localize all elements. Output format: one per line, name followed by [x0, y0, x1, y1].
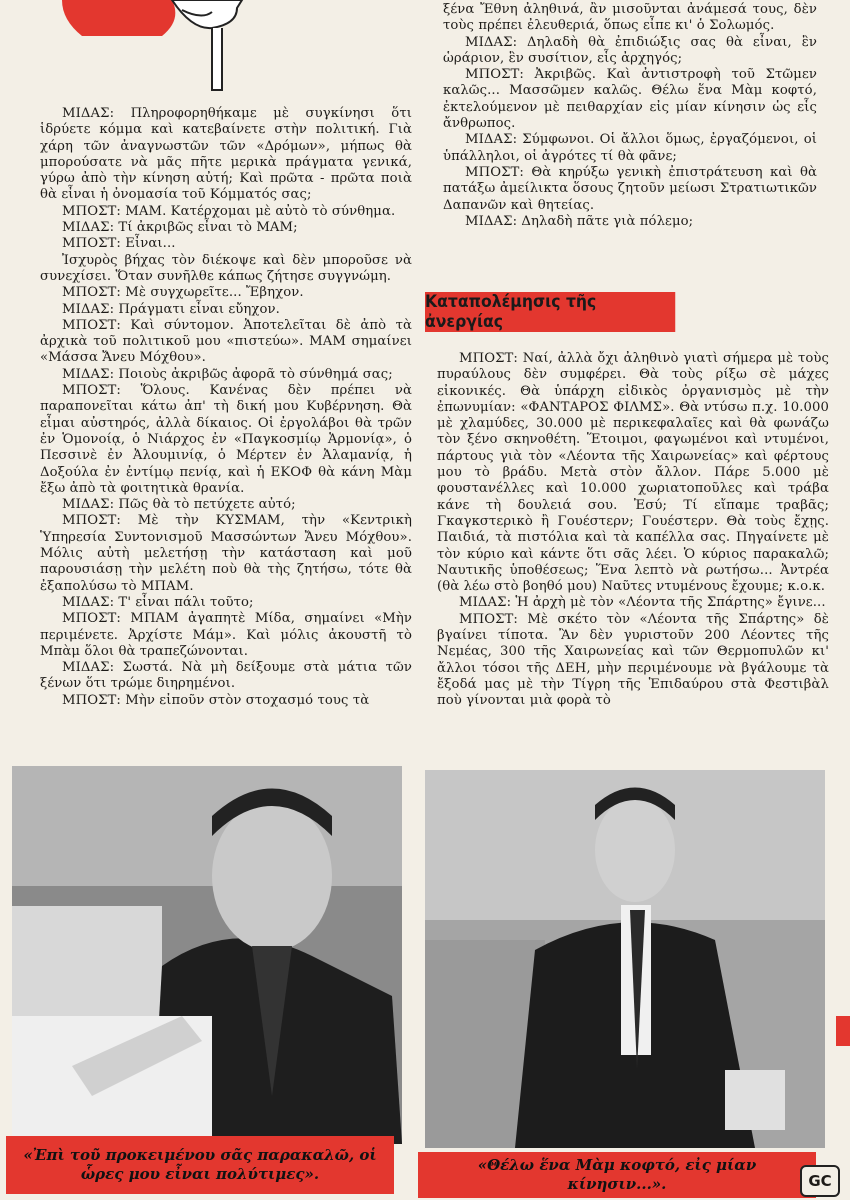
- right-column-top: [443, 2, 817, 230]
- left-column: [40, 106, 412, 709]
- paragraph: ΜΠΟΣΤ: Ὅλους. Κανένας δὲν πρέπει νὰ παραπονεῖται κάτω ἀπ' τὴ δική μου Κυβέρνηση. Θὰ εἶμαι αὐστηρός, ἀλλὰ δίκαιος. Οἱ ἐργολάβοι θὰ τρῶν ἐν Ὁμονοίᾳ, ὁ Νιάρχος ἐν «Παγκοσμίῳ Ἁρμονίᾳ», ὁ Πεσσινὲ ἐν Ἀλουμινίᾳ, ὁ Μέρτεν ἐν Ἀλαμανίᾳ, ἡ Δοξούλα ἐν ἐντίμῳ πενίᾳ, καὶ ἡ ΕΚΟΦ θὰ κάνη Μὰμ ἔξω ἀπὸ τὰ φοιτητικὰ θρανία.: [40, 383, 412, 496]
- edge-color-strip: [836, 1016, 850, 1046]
- paragraph: ΜΙΔΑΣ: Σύμφωνοι. Οἱ ἄλλοι ὅμως, ἐργαζόμενοι, οἱ ὑπάλληλοι, οἱ ἀγρότες τί θὰ φᾶνε;: [443, 132, 817, 164]
- paragraph: ΜΙΔΑΣ: Πῶς θὰ τὸ πετύχετε αὐτό;: [62, 497, 296, 513]
- caption-left: «Ἐπὶ τοῦ προκειμένου σᾶς παρακαλῶ, οἱ ὧρες μου εἶναι πολύτιμες».: [6, 1136, 394, 1194]
- paragraph: ξένα Ἔθνη ἀληθινά, ἂν μισοῦνται ἀνάμεσά τους, δὲν τοὺς πρέπει ἐλευθεριά, ὅπως εἶπε κι' ὁ Σολωμός.: [443, 2, 817, 34]
- cartoon-illustration: [62, 0, 252, 95]
- photo-man-seated: [425, 770, 825, 1148]
- paragraph: ΜΙΔΑΣ: Δηλαδὴ πᾶτε γιὰ πόλεμο;: [465, 213, 694, 229]
- paragraph: ΜΠΟΣΤ: Μὲ σκέτο τὸν «Λέοντα τῆς Σπάρτης» δὲ βγαίνει τίποτα. Ἂν δὲν γυριστοῦν 200 Λέοντες τῆς Νεμέας, 300 τῆς Χαιρωνείας καὶ τῶν Θερμοπυλῶν κι' ἄλλοι τόσοι τῆς ΔΕΗ, μὴν περιμένουμε νὰ βγάλουμε τὰ ἔξοδά μας μὲ τὴν Τίγρη τῆς Ἐπιδαύρου στὰ Φεστιβὰλ ποὺ γίνονται μιὰ φορὰ τὸ: [437, 611, 829, 709]
- paragraph: ΜΙΔΑΣ: Πληροφορηθήκαμε μὲ συγκίνησι ὅτι ἱδρύετε κόμμα καὶ κατεβαίνετε στὴν πολιτική. Γιὰ χάρη τῶν ἀναγνωστῶν τῶν «Δρόμων», μήπως θὰ μπορούσατε νὰ μᾶς πῆτε μερικὰ πράγματα γενικά, γύρω ἀπὸ τὴν κίνηση αὐτή; Καὶ πρῶτα - πρῶτα ποιὰ θὰ εἶναι ἡ ὀνομασία τοῦ Κόμματός σας;: [40, 106, 412, 203]
- paragraph: ΜΙΔΑΣ: Ἡ ἀρχὴ μὲ τὸν «Λέοντα τῆς Σπάρτης» ἔγινε...: [459, 595, 826, 611]
- paragraph: ΜΙΔΑΣ: Ποιοὺς ἀκριβῶς ἀφορᾶ τὸ σύνθημά σας;: [62, 366, 393, 382]
- paragraph: ΜΠΟΣΤ: ΜΑΜ. Κατέρχομαι μὲ αὐτὸ τὸ σύνθημα.: [62, 203, 396, 219]
- photo-man-seated-illustration: [425, 770, 825, 1148]
- paragraph: ΜΠΟΣΤ: Ἀκριβῶς. Καὶ ἀντιστροφὴ τοῦ Στῶμεν καλῶς... Μασσῶμεν καλῶς. Θέλω ἕνα Μὰμ κοφτό, ἐκτελούμενον μὲ πειθαρχίαν εἰς μίαν κίνησιν ὡς εἷς ἄνθρωπος.: [443, 67, 817, 132]
- paragraph: ΜΠΟΣΤ: Μὲ τὴν ΚΥΣΜΑΜ, τὴν «Κεντρικὴ Ὑπηρεσία Συντονισμοῦ Μασσώντων Ἄνευ Μόχθου». Μόλις αὐτὴ μελετήσῃ τὴν κατάσταση καὶ μοῦ παρουσιάσῃ τὴν μελέτη ποὺ θὰ τὴς ζητήσω, τότε θὰ ἐξαπολύσω τὸ ΜΠΑΜ.: [40, 513, 412, 594]
- right-column-bottom: [437, 351, 829, 710]
- paragraph: ΜΙΔΑΣ: Τ' εἶναι πάλι τοῦτο;: [62, 594, 254, 610]
- paragraph: ΜΠΟΣΤ: Μὲ συγχωρεῖτε... Ἔβηχον.: [62, 285, 304, 301]
- paragraph: ΜΙΔΑΣ: Σωστά. Νὰ μὴ δείξουμε στὰ μάτια τῶν ξένων ὅτι τρώμε διηρημένοι.: [40, 660, 412, 692]
- paragraph: ΜΠΟΣΤ: Ναί, ἀλλὰ ὄχι ἀληθινὸ γιατὶ σήμερα μὲ τοὺς πυραύλους δὲν συμφέρει. Θὰ τοὺς ρίξω σὲ μάχες εἰκονικές. Θὰ ὑπάρχη εἰδικὸς ὀργανισμὸς μὲ τὴν ἐπωνυμίαν: «ΦΑΝΤΑΡΟΣ ΦΙΛΜΣ». Θὰ ντύσω π.χ. 10.000 μὲ χλαμύδες, 30.000 μὲ περικεφαλαῖες καὶ θὰ φωνάζω τὸν ξένο σκηνοθέτη. Ἕτοιμοι, φαγωμένοι καὶ ντυμένοι, πάρτους γιὰ τὸν «Λέοντα τῆς Χαιρωνείας» καὶ φέρτους μου τὸ βράδυ. Μετὰ στὸν ἄλλον. Πάρε 5.000 μὲ φουστανέλλες καὶ 10.000 χωριατοποῦλες καὶ τράβα κάνε τὴ δουλειά σου. Ἐσύ; Τί εἴπαμε τραβᾶς; Γκαγκστερικὸ ἢ Γουέστερν; Γουέστερν. Θὰ τοὺς ἔχῃς. Παιδιά, τὰ πιστόλια καὶ τὰ καπέλλα σας. Πηγαίνετε μὲ τὸν κύριο καὶ κάντε ὅτι σᾶς λέει. Ὁ κύριος παρακαλῶ; Ναυτικῆς ὑποθέσεως; Ἕνα λεπτὸ νὰ ρωτήσω... Ἀντρέα (θὰ λέω στὸ βοηθό μου) Ναῦτες ντυμένους ἔχουμε; κ.ο.κ.: [437, 351, 829, 595]
- paragraph: ΜΠΟΣΤ: Εἶναι...: [62, 236, 176, 252]
- paragraph: ΜΠΟΣΤ: ΜΠΑΜ ἀγαπητὲ Μίδα, σημαίνει «Μὴν περιμένετε. Ἀρχίστε Μάμ». Καὶ μόλις ἀκουστῆ τὸ Μπὰμ ὅλοι θὰ τραπεζώνονται.: [40, 611, 412, 659]
- paragraph: Ἰσχυρὸς βήχας τὸν διέκοψε καὶ δὲν μποροῦσε νὰ συνεχίσει. Ὅταν συνῆλθε κάπως ζήτησε συγγνώμη.: [40, 252, 412, 284]
- paragraph: ΜΙΔΑΣ: Τί ἀκριβῶς εἶναι τὸ ΜΑΜ;: [62, 220, 298, 236]
- paragraph: ΜΠΟΣΤ: Θὰ κηρύξω γενικὴ ἐπιστράτευση καὶ θὰ πατάξω ἀμείλικτα ὅσους ζητοῦν μείωσι Στρατιωτικῶν Δαπανῶν καὶ θητείας.: [443, 164, 817, 213]
- gc-logo: GC: [800, 1165, 840, 1197]
- paragraph: ΜΠΟΣΤ: Μὴν εἰποῦν στὸν στοχασμό τους τὰ: [62, 692, 370, 708]
- paragraph: ΜΙΔΑΣ: Πράγματι εἶναι εὔηχον.: [62, 301, 280, 317]
- section-heading: Καταπολέμησις τῆς ἀνεργίας: [425, 292, 675, 332]
- photo-man-writing: [12, 766, 402, 1144]
- paragraph: ΜΠΟΣΤ: Καὶ σύντομον. Ἀποτελεῖται δὲ ἀπὸ τὰ ἀρχικὰ τοῦ πολιτικοῦ μου «πιστεύω». ΜΑΜ σημαίνει «Μάσσα Ἄνευ Μόχθου».: [40, 317, 412, 366]
- caption-right: «Θέλω ἕνα Μὰμ κοφτό, εἰς μίαν κίνησιν...».: [418, 1152, 816, 1198]
- paragraph: ΜΙΔΑΣ: Δηλαδὴ θὰ ἐπιδιώξις σας θὰ εἶναι, ἓν ὡράριον, ἓν συσίτιον, εἷς ἀρχηγός;: [443, 34, 817, 66]
- photo-man-writing-illustration: [12, 766, 402, 1144]
